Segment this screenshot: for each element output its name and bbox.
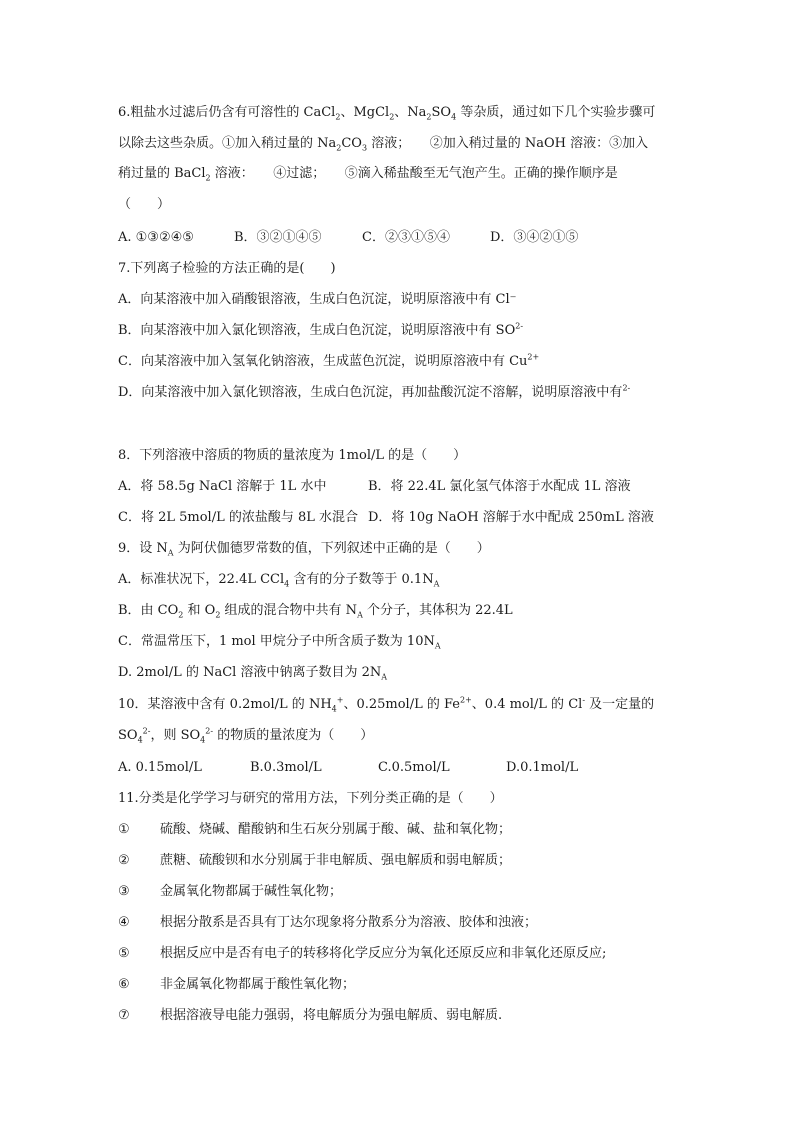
- q10-stem-line2: $SO_4^{2-}$，则 $SO_4^{2-}$ 的物质的量浓度为（ ）: [118, 726, 374, 745]
- q6-stem-line2: 以除去这些杂质。①加入稍过量的 $Na_2CO_3$ 溶液； ②加入稍过量的 NaOH 溶液：③加入: [118, 136, 649, 153]
- q10-stem-line1: 10．某溶液中含有 0.2mol/L 的 $NH_4^+$、0.25mol/L 的 $Fe^{2+}$、0.4 mol/L 的 Cl- 及一定量的: [118, 695, 655, 714]
- q6-stem-line3: 稍过量的 BaCl$_2$ 溶液： ④过滤； ⑤滴入稀盐酸至无气泡产生。正确的操作顺序是: [118, 166, 618, 183]
- q11-item: ① 硫酸、烧碱、醋酸钠和生石灰分别属于酸、碱、盐和氧化物；: [118, 822, 512, 837]
- q8-option-a: A．将 58.5g NaCl 溶解于 1L 水中: [118, 479, 327, 494]
- q10-option-a: A. 0.15mol/L: [118, 760, 202, 775]
- q6-option-b: B．③②①④⑤: [234, 230, 322, 245]
- q7-option-d: D．向某溶液中加入氯化钡溶液，生成白色沉淀，再加盐酸沉淀不溶解，说明原溶液中有$^{2-}$: [118, 383, 631, 400]
- q11-item: ④ 根据分散系是否具有丁达尔现象将分散系分为溶液、胶体和浊液；: [118, 915, 538, 930]
- q9-stem: 9．设 $N_A$ 为阿伏伽德罗常数的值，下列叙述中正确的是（ ）: [118, 541, 490, 558]
- q9-option-a: A．标准状况下，22.4L CCl$_4$ 含有的分子数等于 $0.1N_A$: [118, 572, 440, 589]
- q6-option-c: C．②③①⑤④: [362, 230, 450, 245]
- q8-options-cd: [118, 509, 754, 527]
- q8-stem: 8．下列溶液中溶质的物质的量浓度为 1mol/L 的是（ ）: [118, 448, 467, 463]
- q6-stem-line1: 6.粗盐水过滤后仍含有可溶性的 CaCl$_2$、MgCl$_2$、$Na_2SO_4$ 等杂质，通过如下几个实验步骤可: [118, 105, 656, 122]
- q7-option-b: B．向某溶液中加入氯化钡溶液，生成白色沉淀，说明原溶液中有 $SO^{2-}$: [118, 321, 524, 338]
- q6-option-d: D．③④②①⑤: [490, 230, 579, 245]
- q9-option-b: B．由 $CO_2$ 和 $O_2$ 组成的混合物中共有 $N_A$ 个分子，其体积为 22.4L: [118, 603, 513, 620]
- q9-option-d: D. 2mol/L 的 NaCl 溶液中钠离子数目为 $2N_A$: [118, 665, 388, 682]
- q11-item: ⑥ 非金属氧化物都属于酸性氧化物；: [118, 977, 356, 992]
- q7-stem: 7.下列离子检验的方法正确的是( ): [118, 261, 336, 276]
- q8-option-c: C．将 2L 5mol/L 的浓盐酸与 8L 水混合: [118, 510, 359, 525]
- q6-options: [118, 229, 754, 247]
- q11-item: ⑤ 根据反应中是否有电子的转移将化学反应分为氧化还原反应和非氧化还原反应;: [118, 946, 607, 961]
- q10-option-c: C.0.5mol/L: [378, 760, 450, 775]
- q9-option-c: C．常温常压下，1 mol 甲烷分子中所含质子数为 $10N_A$: [118, 634, 441, 651]
- q8-options-ab: [118, 478, 754, 496]
- q11-stem: 11.分类是化学学习与研究的常用方法，下列分类正确的是（ ）: [118, 791, 503, 806]
- q10-option-d: D.0.1mol/L: [506, 760, 579, 775]
- q11-item: ⑦ 根据溶液导电能力强弱，将电解质分为强电解质、弱电解质.: [118, 1008, 503, 1023]
- q6-answer-blank: （ ）: [118, 197, 171, 212]
- q8-option-b: B．将 22.4L 氯化氢气体溶于水配成 1L 溶液: [368, 479, 631, 494]
- q7-option-a: A．向某溶液中加入硝酸银溶液，生成白色沉淀，说明原溶液中有 Cl⁻: [118, 292, 517, 307]
- q11-item: ② 蔗糖、硫酸钡和水分别属于非电解质、强电解质和弱电解质；: [118, 853, 512, 868]
- q7-option-c: C．向某溶液中加入氢氧化钠溶液，生成蓝色沉淀，说明原溶液中有 $Cu^{2+}$: [118, 352, 540, 369]
- q10-options: [118, 759, 754, 777]
- q6-option-a: A. ①③②④⑤: [118, 230, 194, 245]
- q10-option-b: B.0.3mol/L: [250, 760, 322, 775]
- q8-option-d: D．将 10g NaOH 溶解于水中配成 250mL 溶液: [368, 510, 654, 525]
- q11-item: ③ 金属氧化物都属于碱性氧化物；: [118, 884, 343, 899]
